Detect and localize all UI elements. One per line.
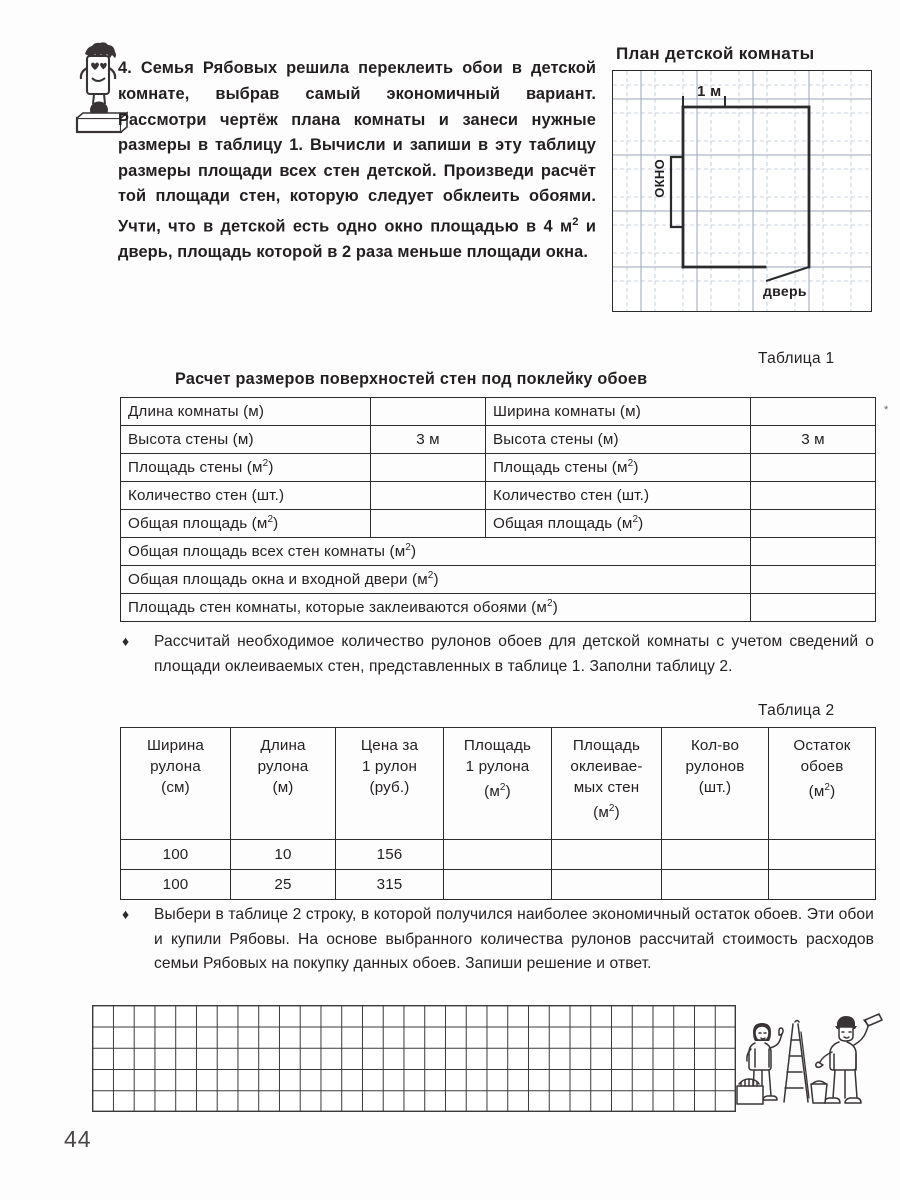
r1-roll-area[interactable] xyxy=(444,840,552,870)
table1-title: Расчет размеров поверхностей стен под поклейку обоев xyxy=(175,370,648,388)
cell-windowdoor-label: Общая площадь окна и входной двери $(м^2)$ xyxy=(121,566,751,594)
cell-wallcount-left-value[interactable] xyxy=(371,482,486,510)
cell-totalarea-left-value[interactable] xyxy=(371,510,486,538)
cell-totalarea-right-label: Общая площадь $(м^2)$ xyxy=(486,510,751,538)
r1-roll-count[interactable] xyxy=(662,840,769,870)
table-header-row xyxy=(121,728,876,840)
page-number: 44 xyxy=(64,1126,92,1152)
r2-length[interactable]: 25 xyxy=(231,870,336,900)
plan-door-label: дверь xyxy=(763,283,807,299)
cell-width-label: Ширина комнаты (м) xyxy=(486,398,751,426)
diamond-bullet-icon: ♦ xyxy=(122,633,130,649)
table-2 xyxy=(120,727,876,900)
r2-walls-area[interactable] xyxy=(552,870,662,900)
cell-wallcount-right-value[interactable] xyxy=(751,482,876,510)
cell-height-left-value[interactable]: 3 м xyxy=(371,426,486,454)
th-leftover: Остаток обоев $(м^2)$ xyxy=(769,728,876,840)
th-roll-width: Ширина рулона (см) xyxy=(121,728,231,840)
cell-windowdoor-value[interactable] xyxy=(751,566,876,594)
diamond-bullet-icon: ♦ xyxy=(122,906,130,922)
cell-width-value[interactable] xyxy=(751,398,876,426)
cell-wallcount-right-label: Количество стен (шт.) xyxy=(486,482,751,510)
table-row xyxy=(121,566,876,594)
r1-length[interactable]: 10 xyxy=(231,840,336,870)
cell-totalarea-left-label: Общая площадь $(м^2)$ xyxy=(121,510,371,538)
th-roll-area: Площадь 1 рулона $(м^2)$ xyxy=(444,728,552,840)
th-roll-count: Кол-во рулонов (шт.) xyxy=(662,728,769,840)
instruction-bullet-2-text: Выбери в таблице 2 строку, в которой получился наиболее экономичный остаток обоев. Эти обои и купили Рябовы. На основе выбранного количества рулонов рассчитай стоимость расходов семьи Рябовых на покупку данных обоев. Запиши решение и ответ. xyxy=(154,906,874,972)
r1-width[interactable]: 100 xyxy=(121,840,231,870)
cell-wallarea-left-label: Площадь стены $(м^2)$ xyxy=(121,454,371,482)
instruction-bullet-2 xyxy=(122,903,874,977)
cell-papered-value[interactable] xyxy=(751,594,876,622)
cell-wallarea-left-value[interactable] xyxy=(371,454,486,482)
cell-height-left-label: Высота стены (м) xyxy=(121,426,371,454)
th-roll-length: Длина рулона (м) xyxy=(231,728,336,840)
table-row xyxy=(121,426,876,454)
answer-grid[interactable] xyxy=(92,1005,736,1112)
table-row xyxy=(121,398,876,426)
cell-allwalls-value[interactable] xyxy=(751,538,876,566)
room-plan xyxy=(612,44,872,312)
plan-title: План детской комнаты xyxy=(616,44,815,63)
table1-caption: Таблица 1 xyxy=(758,350,835,367)
table-row xyxy=(121,594,876,622)
cell-height-right-label: Высота стены (м) xyxy=(486,426,751,454)
r2-price[interactable]: 315 xyxy=(336,870,444,900)
table-row xyxy=(121,454,876,482)
instruction-bullet-1 xyxy=(122,630,874,679)
plan-window-label: ОКНО xyxy=(652,159,667,198)
th-roll-price: Цена за 1 рулон (руб.) xyxy=(336,728,444,840)
table-row xyxy=(121,510,876,538)
th-walls-area: Площадь оклеивае- мых стен $(м^2)$ xyxy=(552,728,662,840)
task-paragraph: 4. Семья Рябовых решила переклеить обои в детской комнате, выбрав самый экономичный вариант. Рассмотри чертёж плана комнаты и занеси нужные размеры в таблицу 1. Вычисли и запиши в эту таблицу размеры площади всех стен детской. Произведи расчёт той площади стен, которую следует обклеить обоями. Учти, что в детской есть одно окно площадью в 4 $м^2$ и дверь, площадь которой в 2 раза меньше площади окна. xyxy=(118,59,596,262)
edge-mark: * xyxy=(884,404,889,416)
plan-scale-label: 1 м xyxy=(697,83,722,100)
r1-price[interactable]: 156 xyxy=(336,840,444,870)
table-row xyxy=(121,482,876,510)
cell-length-value[interactable] xyxy=(371,398,486,426)
r2-leftover[interactable] xyxy=(769,870,876,900)
cell-totalarea-right-value[interactable] xyxy=(751,510,876,538)
cell-length-label: Длина комнаты (м) xyxy=(121,398,371,426)
table-row xyxy=(121,840,876,870)
task-section xyxy=(0,0,900,345)
plan-drawing-box xyxy=(612,70,872,312)
r2-roll-count[interactable] xyxy=(662,870,769,900)
cell-height-right-value[interactable]: 3 м xyxy=(751,426,876,454)
table1-body xyxy=(121,398,876,622)
table-1 xyxy=(120,397,876,622)
instruction-bullet-1-text: Рассчитай необходимое количество рулонов обоев для детской комнаты с учетом сведений о площади оклеиваемых стен, представленных в таблице 1. Заполни таблицу 2. xyxy=(154,633,874,675)
table-row xyxy=(121,870,876,900)
r1-leftover[interactable] xyxy=(769,840,876,870)
table-row xyxy=(121,538,876,566)
decorators-illustration xyxy=(735,1002,887,1120)
cell-papered-label: Площадь стен комнаты, которые заклеиваются обоями $(м^2)$ xyxy=(121,594,751,622)
r2-roll-area[interactable] xyxy=(444,870,552,900)
table2-body xyxy=(121,728,876,900)
r2-width[interactable]: 100 xyxy=(121,870,231,900)
table2-caption: Таблица 2 xyxy=(758,702,835,719)
cell-wallarea-right-value[interactable] xyxy=(751,454,876,482)
r1-walls-area[interactable] xyxy=(552,840,662,870)
cell-allwalls-label: Общая площадь всех стен комнаты $(м^2)$ xyxy=(121,538,751,566)
cell-wallcount-left-label: Количество стен (шт.) xyxy=(121,482,371,510)
answer-grid-svg[interactable] xyxy=(92,1005,736,1112)
cell-wallarea-right-label: Площадь стены $(м^2)$ xyxy=(486,454,751,482)
